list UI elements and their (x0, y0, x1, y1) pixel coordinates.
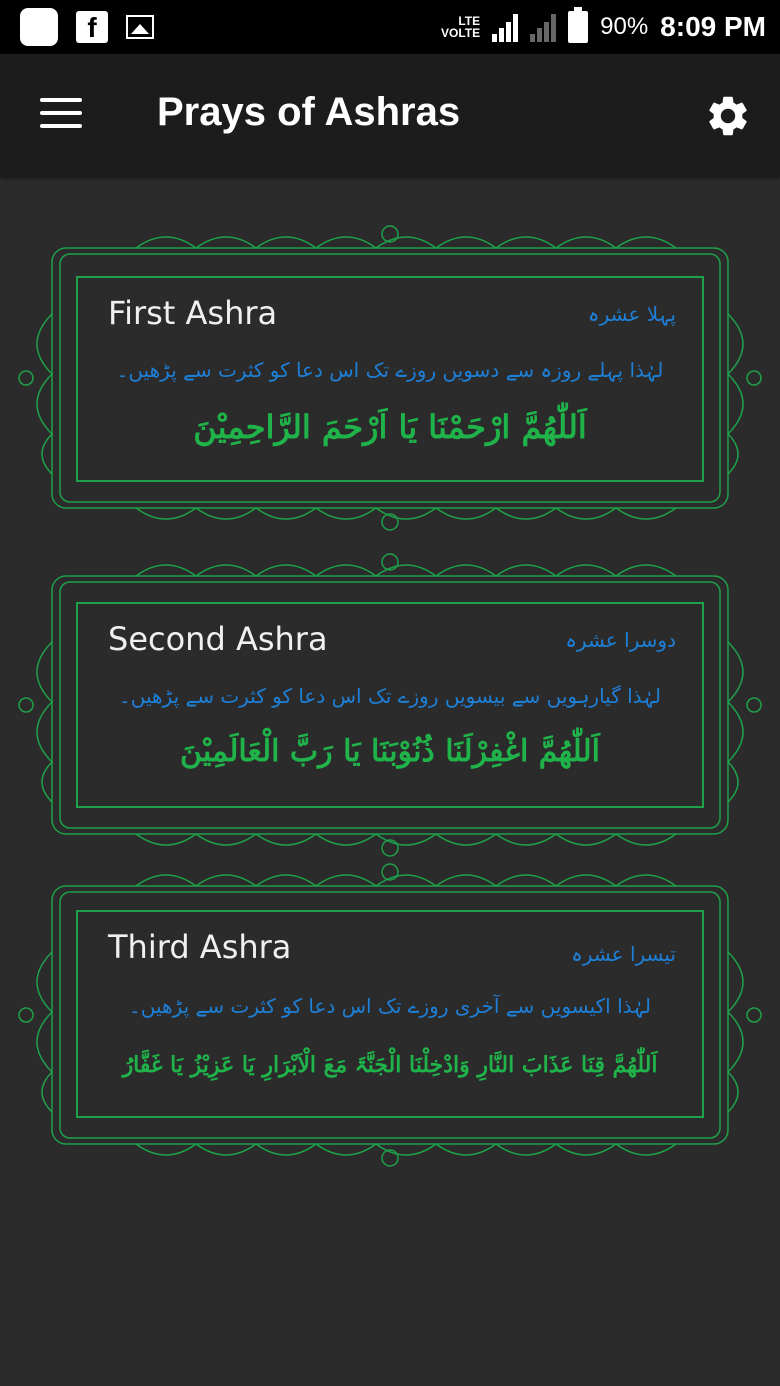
network-indicator (441, 15, 480, 39)
arabic-dua: اَللّٰھُمَّ قِنَا عَذَابَ النَّارِ وَادْخِلْنَا الْجَنَّۃَ مَعَ الْاَبْرَارِ یَا عَزِیْزُ یَا غَفَّارُ (122, 1052, 658, 1078)
arabic-dua: اَللّٰھُمَّ ارْحَمْنَا یَا اَرْحَمَ الرَّاحِمِیْنَ (193, 408, 587, 446)
urdu-instruction: لہٰذا پہلے روزہ سے دسویں روزے تک اس دعا کو کثرت سے پڑھیں۔ (116, 358, 664, 382)
app-bar (0, 54, 780, 176)
card-title: Second Ashra (108, 620, 328, 658)
volte-label: VOLTE (441, 26, 481, 40)
gear-icon[interactable] (704, 92, 752, 140)
image-icon (126, 15, 154, 39)
battery-percentage: 90% (600, 13, 649, 40)
urdu-instruction: لہٰذا گیارہویں سے بیسویں روزے تک اس دعا کو کثرت سے پڑھیں۔ (119, 684, 661, 708)
card-content (76, 910, 704, 1118)
facebook-icon: f (76, 11, 108, 43)
app-notification-icon (20, 8, 58, 46)
card-content (76, 602, 704, 808)
card-content (76, 276, 704, 482)
clock: 8:09 PM (660, 11, 766, 42)
arabic-dua: اَللّٰھُمَّ اغْفِرْلَنَا ذُنُوْبَنَا یَا رَبَّ الْعَالَمِیْنَ (180, 734, 600, 769)
network-type: LTE (458, 14, 481, 28)
status-bar (0, 0, 780, 54)
urdu-title: دوسرا عشرہ (565, 628, 676, 652)
menu-icon[interactable] (40, 98, 82, 130)
card-title: First Ashra (108, 294, 278, 332)
ashra-card-second[interactable] (16, 552, 764, 858)
battery-icon (568, 11, 588, 43)
signal-icon (492, 12, 518, 42)
signal-2-icon (530, 12, 556, 42)
urdu-title: تیسرا عشرہ (571, 942, 676, 966)
urdu-title: پہلا عشرہ (587, 302, 676, 326)
system-icons (441, 0, 766, 54)
urdu-instruction: لہٰذا اکیسویں سے آخری روزے تک اس دعا کو کثرت سے پڑھیں۔ (129, 994, 651, 1018)
ashra-card-third[interactable] (16, 862, 764, 1168)
ashra-card-first[interactable] (16, 224, 764, 532)
notification-icons (20, 8, 154, 46)
page-title: Prays of Ashras (157, 90, 461, 134)
card-title: Third Ashra (108, 928, 292, 966)
